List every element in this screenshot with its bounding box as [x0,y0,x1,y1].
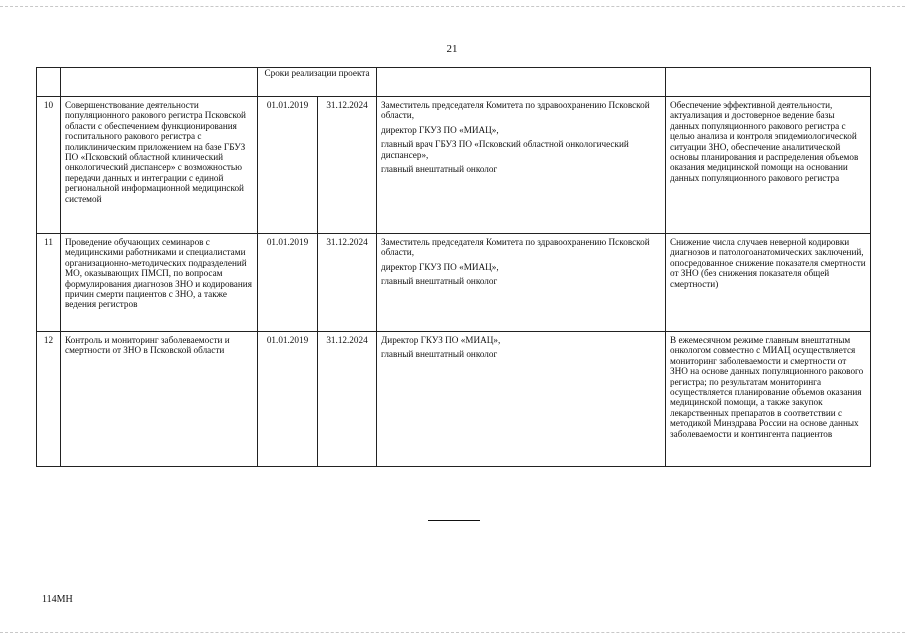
document-code: 114МН [42,594,73,605]
row-end-date: 31.12.2024 [318,332,377,467]
separator-line [428,520,480,521]
responsible-line: главный внештатный онколог [381,164,498,175]
scan-top-edge [0,0,905,7]
responsible-line: Заместитель председателя Комитета по здравоохранению Псковской области, [381,100,650,121]
row-responsible [377,234,666,332]
header-cell-task [61,68,258,97]
row-end-date: 31.12.2024 [318,97,377,234]
row-task: Контроль и мониторинг заболеваемости и смертности от ЗНО в Псковской области [61,332,258,467]
header-cell-responsible [377,68,666,97]
row-task: Совершенствование деятельности популяционного ракового регистра Псковской области с обеспечением функционирования госпитального ракового регистра с поликлиническим приложением на базе ГБУЗ ПО «Псковский областной клинический онкологический диспансер» с возможностью передачи данных и интеграции с единой региональной информационной медицинской системой [61,97,258,234]
header-cell-result [666,68,871,97]
responsible-line: главный внештатный онколог [381,276,498,287]
row-result: Снижение числа случаев неверной кодировки диагнозов и патологоанатомических заключений, опосредованное снижение показателя смертности от ЗНО (без снижения показателя общей смертности) [666,234,871,332]
row-responsible [377,332,666,467]
row-task: Проведение обучающих семинаров с медицинскими работниками и специалистами организационно-методических подразделений МО, оказывающих ПМСП, по вопросам формулирования диагнозов ЗНО и кодирования причин смерти пациентов с ЗНО, а также ведения регистров [61,234,258,332]
row-number: 11 [37,234,61,332]
row-number: 10 [37,97,61,234]
responsible-line: директор ГКУЗ ПО «МИАЦ», [381,261,499,272]
responsible-line: директор ГКУЗ ПО «МИАЦ», [381,124,499,135]
page-number: 21 [446,43,458,55]
responsible-line: Директор ГКУЗ ПО «МИАЦ», [381,335,501,345]
project-table [36,67,871,467]
row-start-date: 01.01.2019 [258,234,318,332]
responsible-line: главный врач ГБУЗ ПО «Псковский областной онкологический диспансер», [381,139,629,160]
table-header-row [37,68,871,97]
row-number: 12 [37,332,61,467]
table-row [37,97,871,234]
row-start-date: 01.01.2019 [258,97,318,234]
row-result: Обеспечение эффективной деятельности, актуализация и достоверное ведение базы данных популяционного ракового регистра с целью анализа и контроля эпидемиологической ситуации ЗНО, обеспечение аналитической основы планирования и распределения объемов оказания медицинской помощи на основании данных популяционного ракового регистра [666,97,871,234]
row-start-date: 01.01.2019 [258,332,318,467]
row-result: В ежемесячном режиме главным внештатным онкологом совместно с МИАЦ осуществляется мониторинг заболеваемости и смертности от ЗНО на основе данных популяционного ракового регистра; по результатам мониторинга осуществляется планирование объемов оказания медицинской помощи, а также закупок лекарственных препаратов в соответствии с методикой Минздрава России на основе данных заболеваемости и контингента пациентов [666,332,871,467]
header-cell-term: Сроки реализации проекта [258,68,377,97]
table-row [37,234,871,332]
responsible-line: главный внештатный онколог [381,349,498,360]
table-row [37,332,871,467]
row-end-date: 31.12.2024 [318,234,377,332]
responsible-line: Заместитель председателя Комитета по здравоохранению Псковской области, [381,237,650,258]
row-responsible [377,97,666,234]
header-cell-num [37,68,61,97]
